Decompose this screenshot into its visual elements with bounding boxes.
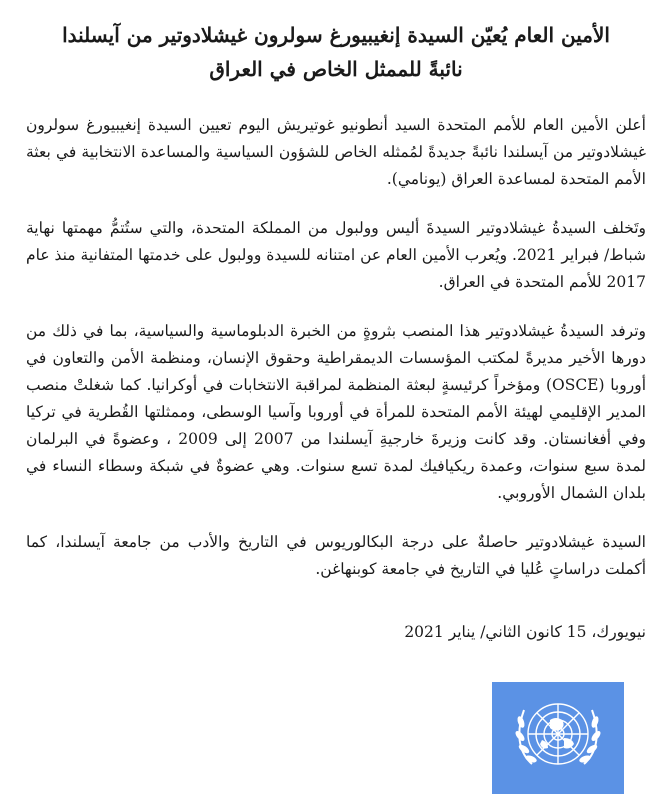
paragraph-experience: وترفد السيدةُ غيشلادوتير هذا المنصب بثروةٍ من الخبرة الدبلوماسية والسياسية، بما في ذلك من دورها الأخير مديرةً لمكتب المؤسسات الديمقراطية وحقوق الإنسان، ومنظمة الأمن والتعاون في أوروبا (OSCE) ومؤخراً كرئيسةٍ لبعثة المنظمة لمراقبة الانتخابات في أوكرانيا. كما شغلتْ منصب المدير الإقليمي لهيئة الأمم المتحدة للمرأة في أوروبا وآسيا الوسطى، وممثلتها القُطرية في تركيا وفي أفغانستان. وقد كانت وزيرةَ خارجيةِ آيسلندا من 2007 إلى 2009 ، وعضوةً في البرلمان لمدة سبع سنوات، وعمدة ريكيافيك لمدة تسع سنوات. وهي عضوةٌ في شبكة وسطاء النساء في بلدان الشمال الأوروبي. [26,322,646,502]
paragraph-appointment: أعلن الأمين العام للأمم المتحدة السيد أنطونيو غوتيريش اليوم تعيين السيدة إنغيبيورغ سولرون غيشلادوتير من آيسلندا نائبةً جديدةً لمُمثله الخاص للشؤون السياسية والمساعدة الانتخابية في بعثة الأمم المتحدة لمساعدة العراق (يونامي). [26,116,646,188]
emblem-globe [528,704,588,764]
paragraph-education: السيدة غيشلادوتير حاصلةٌ على درجة البكالوريوس في التاريخ والأدب من جامعة آيسلندا، كما أكملت دراساتٍ عُليا في التاريخ في جامعة كوبنهاغن. [26,533,646,578]
title-line-2: نائبةً للممثل الخاص في العراق [209,57,463,81]
dateline: نيويورك، 15 كانون الثاني/ يناير 2021 [404,623,646,641]
un-emblem-icon [492,682,624,794]
paragraph-succession: وتَخلف السيدةُ غيشلادوتير السيدةَ أليس وولبول من المملكة المتحدة، والتي ستُتمُّ مهمتها نهاية شباط/ فبراير 2021. ويُعرب الأمين العام عن امتنانه للسيدة وولبول على خدمتها المتفانية منذ عام 2017 للأمم المتحدة في العراق. [26,219,647,291]
document-title [26,18,646,86]
title-line-1: الأمين العام يُعيّن السيدة إنغيبيورغ سولرون غيشلادوتير من آيسلندا [62,23,610,47]
